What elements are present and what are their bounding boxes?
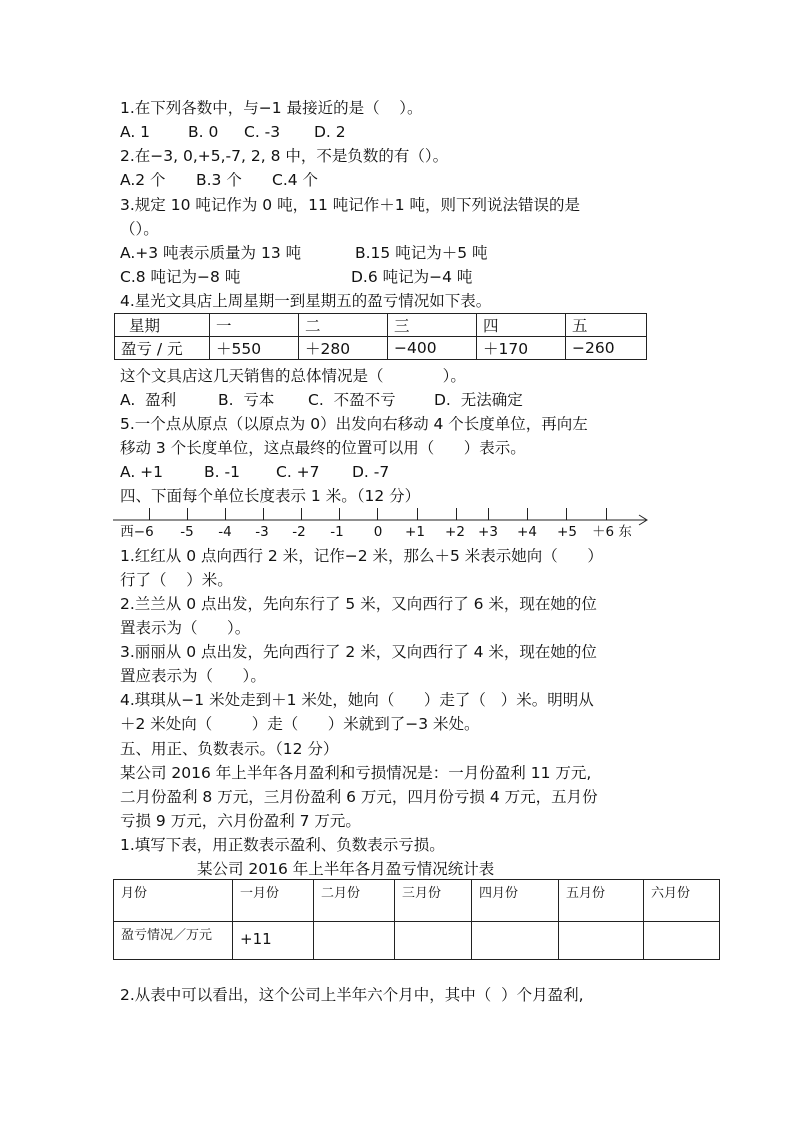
q3-option-a: A.+3 吨表示质量为 13 吨 — [120, 244, 302, 262]
section4-item-4a: 4.琪琪从−1 米处走到＋1 米处，她向（ ）走了（ ）米。明明从 — [120, 691, 594, 709]
table-cell: 四月份 — [472, 880, 559, 922]
table-cell — [472, 922, 559, 960]
q5-option-d: D. -7 — [352, 463, 390, 481]
table-cell: 盈亏 / 元 — [115, 337, 210, 360]
q3-stem-line2: （）。 — [120, 220, 159, 238]
section4-title: 四、下面每个单位长度表示 1 米。（12 分） — [120, 487, 421, 505]
number-line-tick — [456, 508, 457, 520]
number-line-tick — [417, 508, 418, 520]
number-line-label: -5 — [180, 524, 194, 540]
table-cell: 三月份 — [395, 880, 472, 922]
number-line-tick — [225, 508, 226, 520]
monthly-profit-table — [113, 879, 720, 960]
section4-item-2a: 2.兰兰从 0 点出发，先向东行了 5 米，又向西行了 6 米，现在她的位 — [120, 595, 597, 613]
q3-stem-line1: 3.规定 10 吨记作为 0 吨，11 吨记作＋1 吨，则下列说法错误的是 — [120, 196, 581, 214]
q1-stem: 1.在下列各数中，与−1 最接近的是（ ）。 — [120, 99, 423, 117]
section5-paragraph-2: 二月份盈利 8 万元，三月份盈利 6 万元，四月份亏损 4 万元，五月份 — [120, 788, 598, 806]
q1-option-c: C. -3 — [244, 123, 281, 141]
table-cell: ＋550 — [210, 337, 299, 360]
section4-item-2b: 置表示为（ ）。 — [120, 619, 251, 637]
table-cell: ＋170 — [477, 337, 566, 360]
section4-item-4b: ＋2 米处向（ ）走（ ）米就到了−3 米处。 — [120, 715, 480, 733]
q1-option-b: B. 0 — [188, 123, 219, 141]
q4-option-a: A. 盈利 — [120, 391, 177, 409]
table-cell — [559, 922, 644, 960]
q5-option-b: B. -1 — [204, 463, 240, 481]
number-line-tick — [488, 508, 489, 520]
section4-item-1b: 行了（ ）米。 — [120, 571, 233, 589]
number-line-label: -3 — [255, 524, 269, 540]
number-line-tick — [606, 508, 607, 520]
section4-item-3a: 3.丽丽从 0 点出发，先向西行了 2 米，又向西行了 4 米，现在她的位 — [120, 643, 597, 661]
table-cell: 二 — [299, 314, 388, 337]
number-line-tick — [339, 508, 340, 520]
table-cell: 一月份 — [233, 880, 314, 922]
table-cell: +11 — [233, 922, 314, 960]
number-line-tick — [566, 508, 567, 520]
section5-table-title: 某公司 2016 年上半年各月盈亏情况统计表 — [197, 860, 495, 878]
q2-option-a: A.2 个 — [120, 171, 166, 189]
number-line-label: +5 — [557, 524, 577, 540]
section5-title: 五、用正、负数表示。（12 分） — [120, 740, 339, 758]
q4-profit-table — [114, 313, 647, 360]
q5-option-c: C. +7 — [276, 463, 320, 481]
table-cell: −260 — [566, 337, 647, 360]
q3-option-d: D.6 吨记为−4 吨 — [351, 268, 473, 286]
table-cell: 六月份 — [644, 880, 720, 922]
q4-option-d: D. 无法确定 — [434, 391, 523, 409]
table-cell — [314, 922, 395, 960]
table-row — [114, 880, 720, 922]
q1-option-a: A. 1 — [120, 123, 151, 141]
table-cell — [644, 922, 720, 960]
q2-option-c: C.4 个 — [272, 171, 319, 189]
number-line-tick — [527, 508, 528, 520]
section5-instruction: 1.填写下表，用正数表示盈利、负数表示亏损。 — [120, 836, 445, 854]
table-cell: 一 — [210, 314, 299, 337]
q3-option-b: B.15 吨记为＋5 吨 — [355, 244, 488, 262]
number-line-tick — [187, 508, 188, 520]
table-cell: 星期 — [115, 314, 210, 337]
section4-item-1a: 1.红红从 0 点向西行 2 米，记作−2 米，那么＋5 米表示她向（ ） — [120, 547, 603, 565]
q2-option-b: B.3 个 — [196, 171, 242, 189]
table-cell: 三 — [388, 314, 477, 337]
table-row — [115, 337, 647, 360]
number-line-tick — [263, 508, 264, 520]
section5-question-2: 2.从表中可以看出，这个公司上半年六个月中，其中（ ）个月盈利, — [120, 986, 584, 1004]
number-line-label: +4 — [517, 524, 537, 540]
section4-item-3b: 置应表示为（ ）。 — [120, 667, 266, 685]
table-cell — [395, 922, 472, 960]
q3-option-c: C.8 吨记为−8 吨 — [120, 268, 241, 286]
q4-option-c: C. 不盈不亏 — [308, 391, 396, 409]
number-line-label: 西−6 — [120, 524, 154, 540]
q1-option-d: D. 2 — [314, 123, 346, 141]
table-row — [114, 922, 720, 960]
number-line-label: -4 — [218, 524, 232, 540]
number-line-tick — [377, 508, 378, 520]
number-line-label: +3 — [478, 524, 498, 540]
table-cell: 五月份 — [559, 880, 644, 922]
number-line-label: -1 — [330, 524, 344, 540]
number-line-tick — [149, 508, 150, 520]
q5-option-a: A. +1 — [120, 463, 164, 481]
number-line-label: -2 — [292, 524, 306, 540]
q2-stem: 2.在−3, 0,+5,-7, 2, 8 中，不是负数的有（）。 — [120, 147, 449, 165]
table-row — [115, 314, 647, 337]
q4-option-b: B. 亏本 — [218, 391, 275, 409]
table-cell: ＋280 — [299, 337, 388, 360]
table-cell: 四 — [477, 314, 566, 337]
q4-stem: 4.星光文具店上周星期一到星期五的盈亏情况如下表。 — [120, 292, 492, 310]
q4-question: 这个文具店这几天销售的总体情况是（ ）。 — [120, 367, 466, 385]
number-line-label: ＋6 东 — [592, 524, 632, 540]
table-cell: 盈亏情况／万元 — [114, 922, 233, 960]
q5-stem-line2: 移动 3 个长度单位，这点最终的位置可以用（ ）表示。 — [120, 439, 526, 457]
table-cell: 二月份 — [314, 880, 395, 922]
number-line-label: +2 — [445, 524, 465, 540]
number-line-label: +1 — [405, 524, 425, 540]
number-line-tick — [301, 508, 302, 520]
table-cell: −400 — [388, 337, 477, 360]
table-cell: 月份 — [114, 880, 233, 922]
q5-stem-line1: 5.一个点从原点（以原点为 0）出发向右移动 4 个长度单位，再向左 — [120, 415, 588, 433]
table-cell: 五 — [566, 314, 647, 337]
number-line-label: 0 — [373, 524, 383, 540]
section5-paragraph-1: 某公司 2016 年上半年各月盈利和亏损情况是：一月份盈利 11 万元, — [120, 764, 592, 782]
section5-paragraph-3: 亏损 9 万元，六月份盈利 7 万元。 — [120, 812, 361, 830]
